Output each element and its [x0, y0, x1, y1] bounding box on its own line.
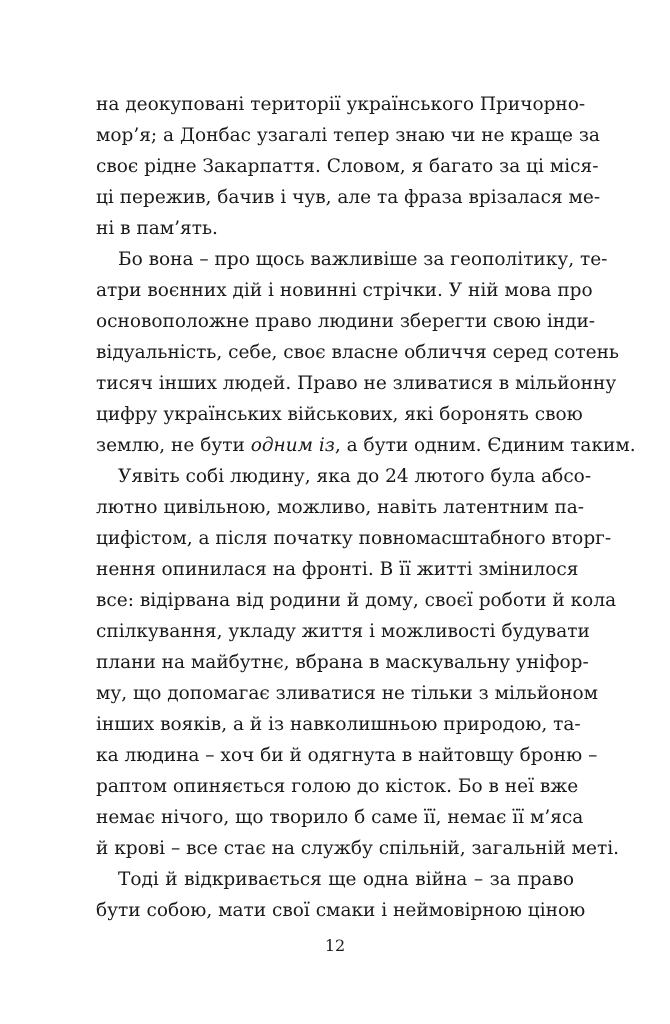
- text-line: ка людина – хоч би й одягнута в найтовщу броню –: [96, 745, 598, 766]
- text-line: плани на майбутнє, вбрана в маскувальну уніфор-: [96, 652, 589, 673]
- text-line: все: відірвана від родини й дому, своєї роботи й кола: [96, 590, 617, 611]
- text-line: немає нічого, що творило б саме її, немає її м’яса: [96, 807, 584, 828]
- text-line: тисяч інших людей. Право не зливатися в мільйонну: [96, 373, 617, 394]
- text-line: атри воєнних дій і новинні стрічки. У ній мова про: [96, 280, 593, 301]
- page-number: 12: [324, 936, 346, 955]
- text-line: Бо вона – про щось важливіше за геополітику, те-: [118, 249, 608, 270]
- text-line: основоположне право людини зберегти свою інди-: [96, 311, 596, 332]
- text-fragment: землю, не бути: [96, 435, 251, 456]
- text-line-with-italic: [96, 430, 636, 461]
- text-line: му, що допомагає зливатися не тільки з мільйоном: [96, 683, 599, 704]
- text-line: ні в пам’ять.: [96, 218, 218, 239]
- text-line: лютно цивільною, можливо, навіть латентним па-: [96, 497, 585, 518]
- text-line: цифістом, а після початку повномасштабного вторг-: [96, 528, 612, 549]
- text-line: своє рідне Закарпаття. Словом, я багато за ці міся-: [96, 156, 599, 177]
- text-line: мор’я; а Донбас узагалі тепер знаю чи не краще за: [96, 125, 600, 146]
- text-fragment: , а бути одним. Єдиним таким.: [334, 435, 636, 456]
- text-line: відуальність, себе, своє власне обличчя серед сотень: [96, 342, 619, 363]
- text-line: на деокуповані території українського Причорно-: [96, 94, 586, 115]
- text-line: ці пережив, бачив і чув, але та фраза врізалася ме-: [96, 187, 601, 208]
- text-line: інших вояків, а й із навколишньою природою, та-: [96, 714, 581, 735]
- text-line: нення опинилася на фронті. В її житті змінилося: [96, 559, 579, 580]
- text-line: цифру українських військових, які боронять свою: [96, 404, 583, 425]
- italic-phrase: одним із: [250, 435, 335, 456]
- text-line: спілкування, укладу життя і можливості будувати: [96, 621, 590, 642]
- text-line: раптом опиняється голою до кісток. Бо в неї вже: [96, 776, 579, 797]
- text-line: бути собою, мати свої смаки і неймовірною ціною: [96, 900, 586, 921]
- text-line: Уявіть собі людину, яка до 24 лютого була абсо-: [118, 466, 592, 487]
- text-line: Тоді й відкривається ще одна війна – за право: [118, 869, 574, 890]
- text-line: й крові – все стає на службу спільній, загальній меті.: [96, 838, 619, 859]
- body-text: [96, 89, 636, 926]
